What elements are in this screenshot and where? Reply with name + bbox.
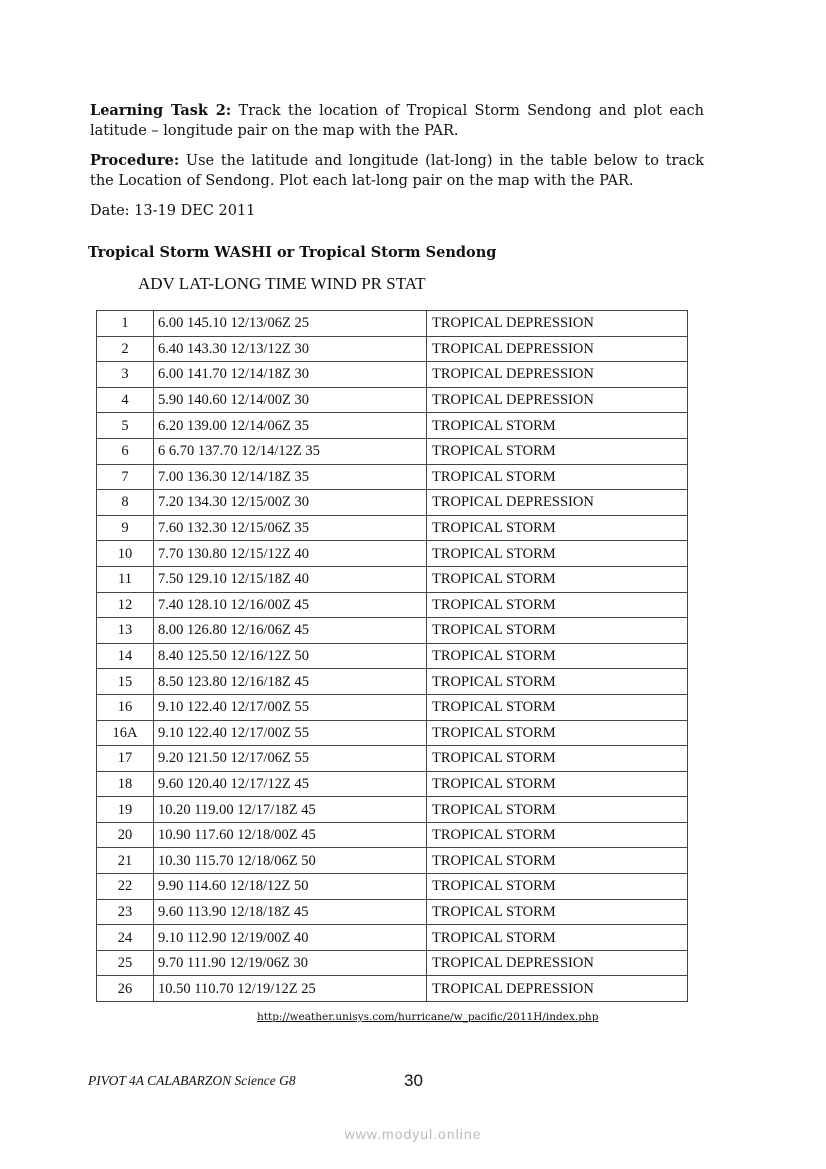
column-header: ADV LAT-LONG TIME WIND PR STAT [138, 274, 426, 293]
adv-cell: 10 [97, 541, 154, 567]
data-cell: 9.60 113.90 12/18/18Z 45 [154, 899, 427, 925]
adv-cell: 3 [97, 362, 154, 388]
status-cell: TROPICAL STORM [427, 771, 688, 797]
source-link[interactable]: http://weather.unisys.com/hurricane/w_pacific/2011H/index.php [257, 1011, 599, 1023]
table-row [97, 438, 688, 464]
status-cell: TROPICAL STORM [427, 541, 688, 567]
adv-cell: 19 [97, 797, 154, 823]
data-cell: 10.50 110.70 12/19/12Z 25 [154, 976, 427, 1002]
table-row [97, 515, 688, 541]
status-cell: TROPICAL STORM [427, 413, 688, 439]
adv-cell: 8 [97, 490, 154, 516]
adv-cell: 11 [97, 566, 154, 592]
data-cell: 7.60 132.30 12/15/06Z 35 [154, 515, 427, 541]
adv-cell: 17 [97, 746, 154, 772]
data-cell: 8.40 125.50 12/16/12Z 50 [154, 643, 427, 669]
status-cell: TROPICAL STORM [427, 720, 688, 746]
status-cell: TROPICAL STORM [427, 669, 688, 695]
data-cell: 7.00 136.30 12/14/18Z 35 [154, 464, 427, 490]
adv-cell: 12 [97, 592, 154, 618]
table-row [97, 925, 688, 951]
adv-cell: 22 [97, 874, 154, 900]
adv-cell: 7 [97, 464, 154, 490]
status-cell: TROPICAL DEPRESSION [427, 311, 688, 337]
table-row [97, 746, 688, 772]
data-cell: 9.20 121.50 12/17/06Z 55 [154, 746, 427, 772]
table-row [97, 848, 688, 874]
table-row [97, 387, 688, 413]
adv-cell: 16 [97, 694, 154, 720]
data-cell: 6.00 141.70 12/14/18Z 30 [154, 362, 427, 388]
adv-cell: 16A [97, 720, 154, 746]
adv-cell: 15 [97, 669, 154, 695]
table-row [97, 566, 688, 592]
status-cell: TROPICAL STORM [427, 643, 688, 669]
status-cell: TROPICAL DEPRESSION [427, 362, 688, 388]
data-cell: 9.60 120.40 12/17/12Z 45 [154, 771, 427, 797]
table-row [97, 771, 688, 797]
status-cell: TROPICAL STORM [427, 694, 688, 720]
data-cell: 9.10 122.40 12/17/00Z 55 [154, 720, 427, 746]
data-cell: 9.90 114.60 12/18/12Z 50 [154, 874, 427, 900]
status-cell: TROPICAL DEPRESSION [427, 387, 688, 413]
data-cell: 6.00 145.10 12/13/06Z 25 [154, 311, 427, 337]
adv-cell: 14 [97, 643, 154, 669]
procedure [90, 151, 704, 191]
table-row [97, 413, 688, 439]
status-cell: TROPICAL DEPRESSION [427, 336, 688, 362]
task-label: Learning Task 2: [90, 102, 232, 119]
adv-cell: 5 [97, 413, 154, 439]
status-cell: TROPICAL DEPRESSION [427, 950, 688, 976]
table-row [97, 694, 688, 720]
data-cell: 10.20 119.00 12/17/18Z 45 [154, 797, 427, 823]
status-cell: TROPICAL STORM [427, 899, 688, 925]
table-row [97, 311, 688, 337]
data-cell: 10.90 117.60 12/18/00Z 45 [154, 822, 427, 848]
adv-cell: 21 [97, 848, 154, 874]
status-cell: TROPICAL STORM [427, 438, 688, 464]
data-cell: 5.90 140.60 12/14/00Z 30 [154, 387, 427, 413]
status-cell: TROPICAL STORM [427, 822, 688, 848]
adv-cell: 9 [97, 515, 154, 541]
table-row [97, 464, 688, 490]
data-cell: 7.40 128.10 12/16/00Z 45 [154, 592, 427, 618]
adv-cell: 1 [97, 311, 154, 337]
data-cell: 7.50 129.10 12/15/18Z 40 [154, 566, 427, 592]
status-cell: TROPICAL STORM [427, 797, 688, 823]
watermark: www.modyul.online [344, 1126, 482, 1142]
status-cell: TROPICAL STORM [427, 746, 688, 772]
page-number: 30 [404, 1071, 423, 1090]
table-row [97, 976, 688, 1002]
data-cell: 8.50 123.80 12/16/18Z 45 [154, 669, 427, 695]
date: Date: 13-19 DEC 2011 [90, 203, 256, 219]
table-row [97, 336, 688, 362]
adv-cell: 13 [97, 618, 154, 644]
procedure-text: Use the latitude and longitude (lat-long) in the table below to track the Location of Sendong. Plot each lat-long pair on the map with the PAR. [90, 153, 704, 189]
table-row [97, 822, 688, 848]
status-cell: TROPICAL DEPRESSION [427, 976, 688, 1002]
table-row [97, 643, 688, 669]
data-cell: 6 6.70 137.70 12/14/12Z 35 [154, 438, 427, 464]
status-cell: TROPICAL STORM [427, 848, 688, 874]
footer-title: PIVOT 4A CALABARZON Science G8 [88, 1073, 296, 1088]
adv-cell: 26 [97, 976, 154, 1002]
adv-cell: 24 [97, 925, 154, 951]
data-cell: 6.40 143.30 12/13/12Z 30 [154, 336, 427, 362]
status-cell: TROPICAL STORM [427, 566, 688, 592]
data-cell: 8.00 126.80 12/16/06Z 45 [154, 618, 427, 644]
table-row [97, 669, 688, 695]
data-cell: 10.30 115.70 12/18/06Z 50 [154, 848, 427, 874]
data-cell: 7.20 134.30 12/15/00Z 30 [154, 490, 427, 516]
data-cell: 7.70 130.80 12/15/12Z 40 [154, 541, 427, 567]
table-row [97, 899, 688, 925]
status-cell: TROPICAL DEPRESSION [427, 490, 688, 516]
table-row [97, 541, 688, 567]
data-cell: 9.10 122.40 12/17/00Z 55 [154, 694, 427, 720]
adv-cell: 18 [97, 771, 154, 797]
table-row [97, 720, 688, 746]
status-cell: TROPICAL STORM [427, 874, 688, 900]
procedure-label: Procedure: [90, 152, 180, 169]
table-row [97, 950, 688, 976]
section-heading: Tropical Storm WASHI or Tropical Storm Sendong [88, 244, 497, 261]
adv-cell: 25 [97, 950, 154, 976]
adv-cell: 2 [97, 336, 154, 362]
data-cell: 9.70 111.90 12/19/06Z 30 [154, 950, 427, 976]
status-cell: TROPICAL STORM [427, 925, 688, 951]
table-row [97, 797, 688, 823]
adv-cell: 23 [97, 899, 154, 925]
status-cell: TROPICAL STORM [427, 592, 688, 618]
data-cell: 9.10 112.90 12/19/00Z 40 [154, 925, 427, 951]
table-row [97, 618, 688, 644]
table-row [97, 592, 688, 618]
table-row [97, 874, 688, 900]
table-row [97, 490, 688, 516]
status-cell: TROPICAL STORM [427, 515, 688, 541]
data-cell: 6.20 139.00 12/14/06Z 35 [154, 413, 427, 439]
storm-track-table [96, 310, 688, 1002]
status-cell: TROPICAL STORM [427, 464, 688, 490]
table-row [97, 362, 688, 388]
adv-cell: 6 [97, 438, 154, 464]
status-cell: TROPICAL STORM [427, 618, 688, 644]
task-text: Track the location of Tropical Storm Sendong and plot each latitude – longitude pair on the map with the PAR. [90, 103, 705, 139]
adv-cell: 20 [97, 822, 154, 848]
learning-task [90, 101, 704, 141]
adv-cell: 4 [97, 387, 154, 413]
